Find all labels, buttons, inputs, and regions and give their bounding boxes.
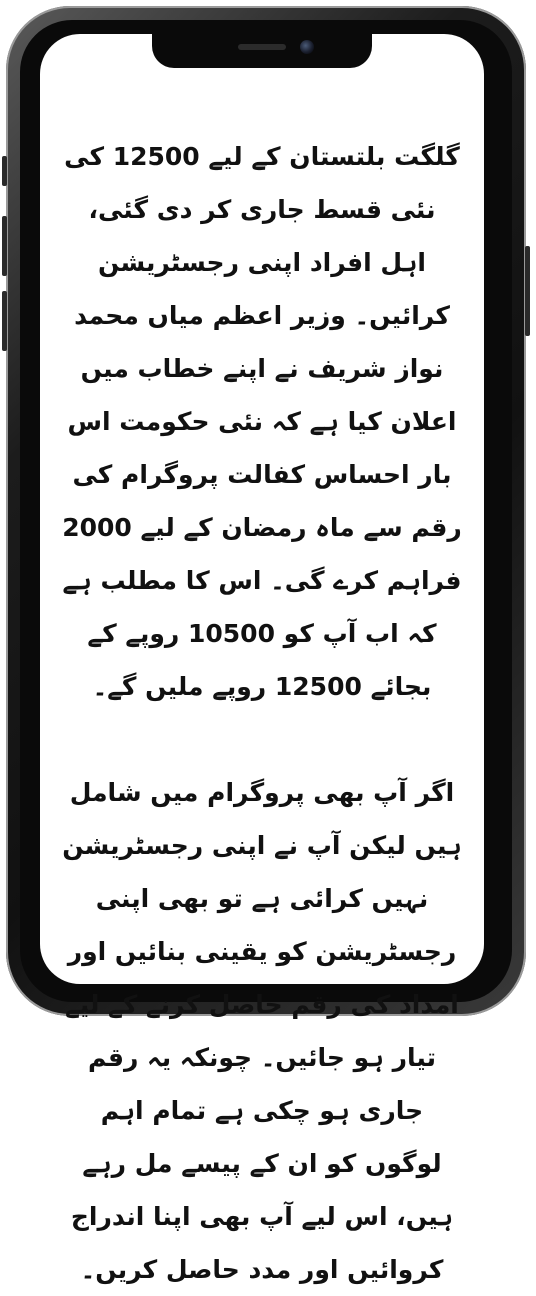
power-button <box>525 246 530 336</box>
mute-switch <box>2 156 7 186</box>
article-paragraph-1: گلگت بلتستان کے لیے 12500 کی نئی قسط جاری کر دی گئی، اہل افراد اپنی رجسٹریشن کرائیں۔ وزیر اعظم میاں محمد نواز شریف نے اپنے خطاب میں اعلان کیا ہے کہ نئی حکومت اس بار احساس کفالت پروگرام کی رقم سے ماہ رمضان کے لیے 2000 فراہم کرے گی۔ اس کا مطلب ہے کہ اب آپ کو 10500 روپے کے بجائے 12500 روپے ملیں گے۔ <box>62 142 462 701</box>
camera-icon <box>300 40 314 54</box>
phone-screen <box>40 34 484 1284</box>
article-paragraph-2: اگر آپ بھی پروگرام میں شامل ہیں لیکن آپ نے اپنی رجسٹریشن نہیں کرائی ہے تو بھی اپنی رجسٹریشن کو یقینی بنائیں اور امداد کی رقم حاصل کرنے کے لیے تیار ہو جائیں۔ چونکہ یہ رقم جاری ہو چکی ہے تمام اہم لوگوں کو ان کے پیسے مل رہے ہیں، اس لیے آپ بھی اپنا اندراج کروائیں اور مدد حاصل کریں۔ <box>62 778 462 1284</box>
volume-down-button <box>2 291 7 351</box>
article-content <box>62 130 462 1296</box>
notch <box>152 34 372 68</box>
volume-up-button <box>2 216 7 276</box>
speaker-grille <box>238 44 286 50</box>
